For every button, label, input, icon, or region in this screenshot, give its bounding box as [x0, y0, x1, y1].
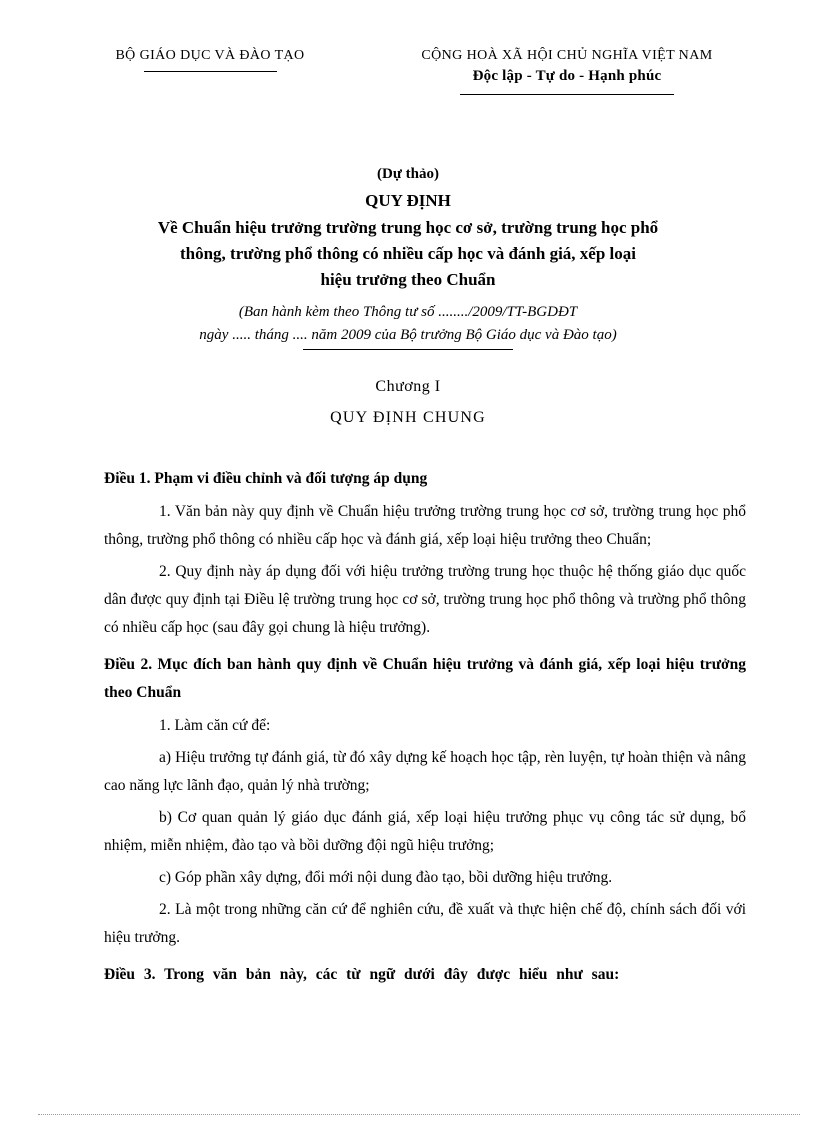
document-subject-line: hiệu trưởng theo Chuẩn	[320, 270, 496, 289]
document-body	[104, 465, 746, 989]
national-motto-underline	[460, 94, 674, 95]
article-1-paragraph: 2. Quy định này áp dụng đối với hiệu trưởng trường trung học thuộc hệ thống giáo dục quốc dân được quy định tại Điều lệ trường trung học cơ sở, trường trung học phổ thông và trường phổ thông có nhiều cấp học (sau đây gọi chung là hiệu trưởng).	[104, 563, 746, 636]
issuance-note	[0, 301, 816, 347]
draft-label: (Dự thảo)	[377, 166, 439, 182]
national-header-block	[372, 48, 762, 95]
chapter-title: QUY ĐỊNH CHUNG	[330, 409, 486, 426]
issuance-underline	[303, 349, 513, 350]
document-subject	[0, 215, 816, 293]
document-header	[0, 0, 816, 152]
issuing-authority: BỘ GIÁO DỤC VÀ ĐÀO TẠO	[115, 48, 305, 63]
chapter-number: Chương I	[375, 378, 441, 395]
national-motto: Độc lập - Tự do - Hạnh phúc	[472, 68, 662, 84]
document-subject-line: thông, trường phổ thông có nhiều cấp học và đánh giá, xếp loại	[179, 244, 637, 263]
article-1-heading: Điều 1. Phạm vi điều chỉnh và đối tượng áp dụng	[104, 470, 428, 487]
article-3-heading: Điều 3. Trong văn bản này, các từ ngữ dưới đây được hiểu như sau:	[104, 966, 620, 983]
document-subject-line: Về Chuẩn hiệu trưởng trường trung học cơ sở, trường trung học phổ	[157, 218, 659, 237]
national-title: CỘNG HOÀ XÃ HỘI CHỦ NGHĨA VIỆT NAM	[421, 48, 713, 63]
article-2-paragraph: c) Góp phần xây dựng, đổi mới nội dung đào tạo, bồi dưỡng hiệu trưởng.	[159, 869, 613, 886]
document-type-title: QUY ĐỊNH	[365, 191, 451, 210]
article-2-paragraph: b) Cơ quan quản lý giáo dục đánh giá, xếp loại hiệu trưởng phục vụ công tác sử dụng, bổ nhiệm, miễn nhiệm, đào tạo và bồi dưỡng đội ngũ hiệu trưởng;	[104, 809, 746, 854]
article-2-heading: Điều 2. Mục đích ban hành quy định về Chuẩn hiệu trưởng và đánh giá, xếp loại hiệu trưởng theo Chuẩn	[104, 656, 746, 701]
article-2-paragraph: 1. Làm căn cứ để:	[159, 717, 271, 734]
document-title-block	[0, 166, 816, 350]
issuing-authority-block	[95, 48, 325, 72]
article-2-paragraph: 2. Là một trong những căn cứ để nghiên cứu, đề xuất và thực hiện chế độ, chính sách đối với hiệu trưởng.	[104, 901, 746, 946]
chapter-heading	[0, 378, 816, 427]
issuance-note-line: (Ban hành kèm theo Thông tư số ......../2009/TT-BGDĐT	[238, 304, 578, 320]
page-break-dotted-line	[38, 1114, 800, 1115]
issuing-authority-underline	[144, 71, 277, 72]
article-1-paragraph: 1. Văn bản này quy định về Chuẩn hiệu trưởng trường trung học cơ sở, trường trung học phổ thông, trường phổ thông có nhiều cấp học và đánh giá, xếp loại hiệu trưởng theo Chuẩn;	[104, 503, 746, 548]
issuance-note-line: ngày ..... tháng .... năm 2009 của Bộ trưởng Bộ Giáo dục và Đào tạo)	[199, 327, 617, 343]
article-2-paragraph: a) Hiệu trưởng tự đánh giá, từ đó xây dựng kế hoạch học tập, rèn luyện, tự hoàn thiện và nâng cao năng lực lãnh đạo, quản lý nhà trường;	[104, 749, 746, 794]
